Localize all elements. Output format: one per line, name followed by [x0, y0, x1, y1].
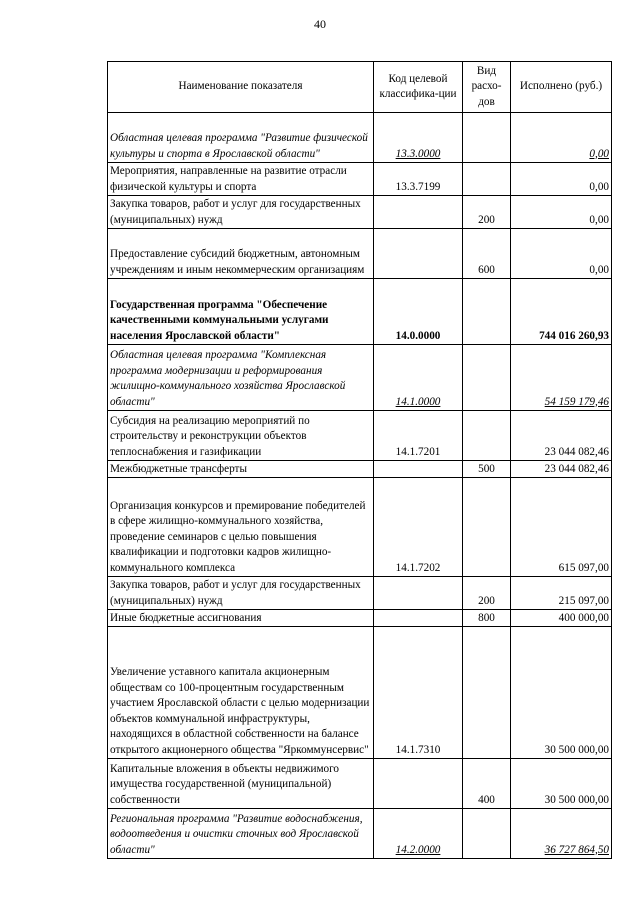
page-number: 40: [314, 17, 326, 31]
table-row: [108, 411, 612, 461]
row-expense-kind: [463, 113, 511, 163]
row-target-code: [374, 759, 463, 809]
row-executed-sum: 744 016 260,93: [511, 279, 612, 345]
row-executed-sum: 36 727 864,50: [511, 809, 612, 859]
header-indicator-name: Наименование показателя: [108, 62, 374, 113]
row-expense-kind: [463, 478, 511, 577]
row-target-code: [374, 196, 463, 229]
row-expense-kind: 800: [463, 610, 511, 627]
row-executed-sum: 30 500 000,00: [511, 627, 612, 759]
row-indicator-name: Закупка товаров, работ и услуг для государственных (муниципальных) нужд: [108, 196, 374, 229]
row-expense-kind: [463, 411, 511, 461]
table-row: [108, 461, 612, 478]
row-executed-sum: 615 097,00: [511, 478, 612, 577]
table-row: [108, 113, 612, 163]
row-target-code: 14.1.0000: [374, 345, 463, 411]
row-indicator-name: Организация конкурсов и премирование победителей в сфере жилищно-коммунального хозяйства, проведение семинаров с целью повышения квалификации и подготовки кадров жилищно-коммунального комплекса: [108, 478, 374, 577]
row-indicator-name: Субсидия на реализацию мероприятий по строительству и реконструкции объектов теплоснабжения и газификации: [108, 411, 374, 461]
row-expense-kind: [463, 163, 511, 196]
row-target-code: [374, 577, 463, 610]
row-target-code: [374, 610, 463, 627]
row-executed-sum: 400 000,00: [511, 610, 612, 627]
row-expense-kind: [463, 627, 511, 759]
table-row: [108, 163, 612, 196]
row-expense-kind: [463, 345, 511, 411]
header-target-code: Код целевой классифика-ции: [374, 62, 463, 113]
row-target-code: [374, 229, 463, 279]
row-expense-kind: 400: [463, 759, 511, 809]
header-expense-kind: Вид расхо-дов: [463, 62, 511, 113]
table-row: [108, 759, 612, 809]
row-expense-kind: 200: [463, 196, 511, 229]
table-row: [108, 478, 612, 577]
table-row: [108, 279, 612, 345]
row-executed-sum: 215 097,00: [511, 577, 612, 610]
row-expense-kind: [463, 279, 511, 345]
row-executed-sum: 0,00: [511, 196, 612, 229]
row-indicator-name: Региональная программа "Развитие водоснабжения, водоотведения и очистки сточных вод Ярославской области": [108, 809, 374, 859]
table-body: [108, 113, 612, 859]
budget-execution-table: [107, 61, 612, 859]
row-target-code: 13.3.7199: [374, 163, 463, 196]
table-row: [108, 610, 612, 627]
row-target-code: 14.1.7310: [374, 627, 463, 759]
row-indicator-name: Увеличение уставного капитала акционерным обществам со 100-процентным государственным участием Ярославской области с целью модернизации объектов коммунальной инфраструктуры, находящихся в областной собственности на балансе открытого акционерного общества "Яркоммунсервис": [108, 627, 374, 759]
row-expense-kind: 500: [463, 461, 511, 478]
row-executed-sum: 54 159 179,46: [511, 345, 612, 411]
row-executed-sum: 23 044 082,46: [511, 411, 612, 461]
row-executed-sum: 0,00: [511, 229, 612, 279]
header-executed-sum: Исполнено (руб.): [511, 62, 612, 113]
table-row: [108, 809, 612, 859]
row-indicator-name: Мероприятия, направленные на развитие отрасли физической культуры и спорта: [108, 163, 374, 196]
row-executed-sum: 23 044 082,46: [511, 461, 612, 478]
table-row: [108, 196, 612, 229]
table-row: [108, 627, 612, 759]
row-expense-kind: 600: [463, 229, 511, 279]
row-expense-kind: [463, 809, 511, 859]
row-target-code: 14.1.7202: [374, 478, 463, 577]
row-expense-kind: 200: [463, 577, 511, 610]
row-target-code: [374, 461, 463, 478]
row-executed-sum: 0,00: [511, 113, 612, 163]
row-executed-sum: 30 500 000,00: [511, 759, 612, 809]
row-target-code: 13.3.0000: [374, 113, 463, 163]
row-indicator-name: Иные бюджетные ассигнования: [108, 610, 374, 627]
row-indicator-name: Областная целевая программа "Комплексная программа модернизации и реформирования жилищно-коммунального хозяйства Ярославской области": [108, 345, 374, 411]
table-row: [108, 345, 612, 411]
row-indicator-name: Межбюджетные трансферты: [108, 461, 374, 478]
row-executed-sum: 0,00: [511, 163, 612, 196]
row-indicator-name: Капитальные вложения в объекты недвижимого имущества государственной (муниципальной) собственности: [108, 759, 374, 809]
row-indicator-name: Предоставление субсидий бюджетным, автономным учреждениям и иным некоммерческим организациям: [108, 229, 374, 279]
table-row: [108, 577, 612, 610]
row-indicator-name: Закупка товаров, работ и услуг для государственных (муниципальных) нужд: [108, 577, 374, 610]
row-target-code: 14.0.0000: [374, 279, 463, 345]
row-target-code: 14.2.0000: [374, 809, 463, 859]
row-indicator-name: Областная целевая программа "Развитие физической культуры и спорта в Ярославской области": [108, 113, 374, 163]
table-header-row: [108, 62, 612, 113]
row-indicator-name: Государственная программа "Обеспечение качественными коммунальными услугами населения Ярославской области": [108, 279, 374, 345]
row-target-code: 14.1.7201: [374, 411, 463, 461]
table-row: [108, 229, 612, 279]
